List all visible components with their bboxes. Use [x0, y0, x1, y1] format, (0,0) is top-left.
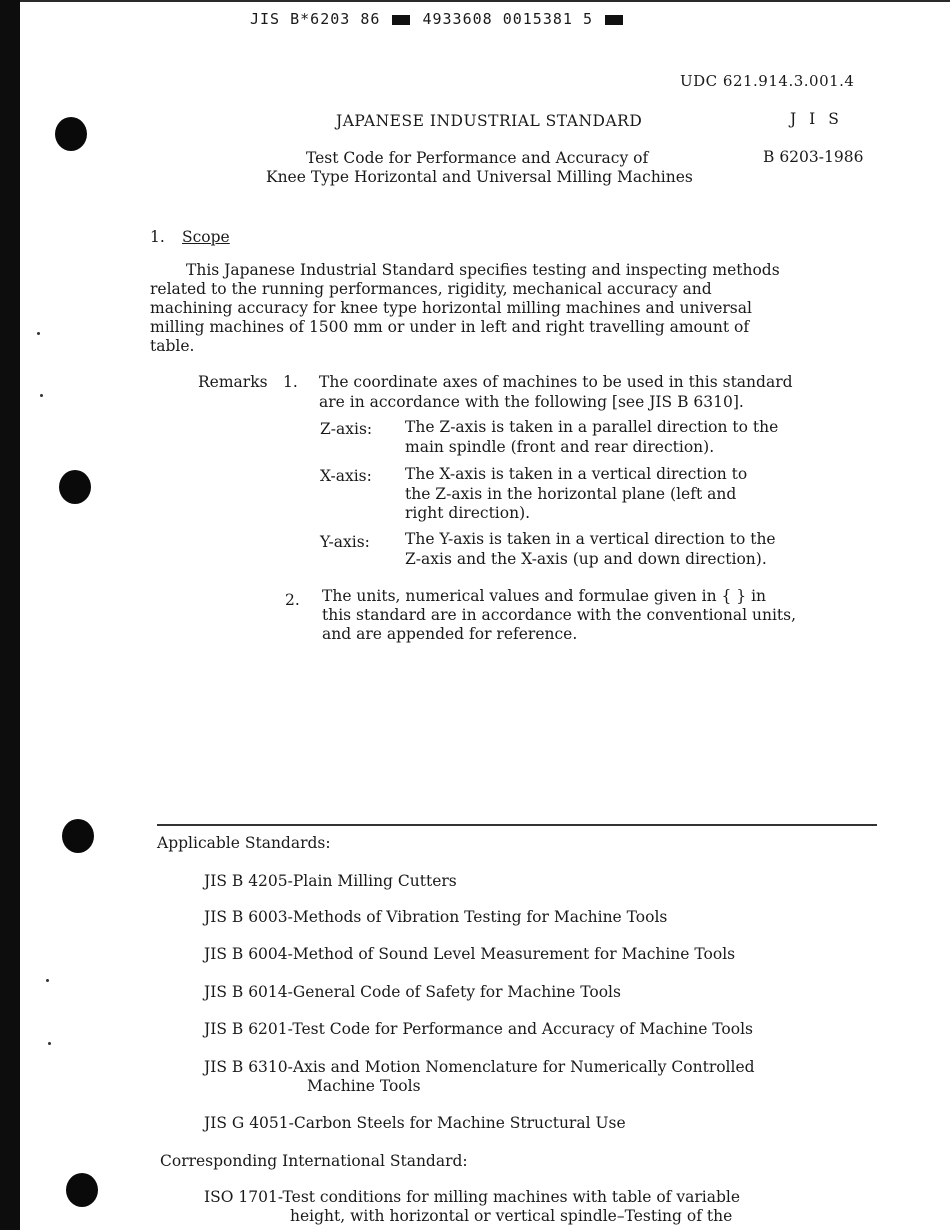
punch-hole [62, 819, 94, 853]
stamp-code: JIS B*6203 86 [250, 10, 381, 28]
remark-line: The coordinate axes of machines to be used in this standard [319, 373, 793, 391]
scan-speck [37, 332, 40, 335]
udc-code: UDC 621.914.3.001.4 [680, 72, 855, 90]
international-standard-heading: Corresponding International Standard: [160, 1152, 468, 1170]
standard-item [204, 945, 735, 964]
standard-line: ISO 1701-Test conditions for milling machines with table of variable [204, 1188, 741, 1206]
x-axis-label: X-axis: [320, 467, 372, 485]
scope-line: This Japanese Industrial Standard specifies testing and inspecting methods [186, 261, 780, 279]
standard-line: height, with horizontal or vertical spindle–Testing of the [290, 1207, 733, 1225]
standard-item [204, 872, 457, 891]
standard-line: JIS B 6201-Test Code for Performance and Accuracy of Machine Tools [204, 1020, 754, 1038]
scan-top-edge [20, 0, 950, 2]
remark-2-number: 2. [285, 591, 300, 609]
remark-1-number: 1. [283, 373, 298, 391]
scope-paragraph [150, 261, 868, 356]
punch-hole [55, 117, 87, 151]
standard-item [204, 983, 621, 1002]
scan-speck [40, 394, 43, 397]
standard-line: JIS B 6310-Axis and Motion Nomenclature for Numerically Controlled [204, 1058, 755, 1076]
standard-line: JIS G 4051-Carbon Steels for Machine Structural Use [204, 1114, 626, 1132]
standard-item [204, 908, 667, 927]
axis-line: main spindle (front and rear direction). [405, 437, 715, 456]
z-axis-label: Z-axis: [320, 420, 373, 438]
remark-line: are in accordance with the following [see JIS B 6310]. [319, 393, 744, 411]
scope-line: related to the running performances, rigidity, mechanical accuracy and [150, 280, 712, 298]
scan-speck [46, 979, 49, 982]
y-axis-text [405, 530, 776, 569]
standard-type: JAPANESE INDUSTRIAL STANDARD [336, 112, 643, 130]
axis-line: the Z-axis in the horizontal plane (left and [405, 484, 737, 503]
scope-line: machining accuracy for knee type horizontal milling machines and universal [150, 299, 752, 317]
axis-line: The X-axis is taken in a vertical direction to [405, 465, 748, 483]
remark-1-text [319, 372, 793, 412]
jis-mark: J I S [790, 110, 843, 128]
title-line-2: Knee Type Horizontal and Universal Milling Machines [266, 168, 693, 186]
axis-line: The Z-axis is taken in a parallel direction to the [405, 418, 779, 436]
axis-line: Z-axis and the X-axis (up and down direction). [405, 549, 767, 568]
remark-line: and are appended for reference. [322, 625, 578, 643]
stamp-block-icon [392, 15, 410, 25]
z-axis-text [405, 418, 778, 457]
remark-line: this standard are in accordance with the conventional units, [322, 606, 797, 624]
scan-speck [48, 1042, 51, 1045]
standard-number: B 6203-1986 [763, 148, 864, 166]
standard-line: Machine Tools [307, 1077, 421, 1095]
remarks-label: Remarks [198, 373, 268, 391]
punch-hole [66, 1173, 98, 1207]
standard-item [204, 1020, 753, 1039]
standard-line: JIS B 6014-General Code of Safety for Machine Tools [204, 983, 621, 1001]
x-axis-text [405, 465, 747, 524]
stamp-serial: 4933608 0015381 5 [422, 10, 593, 28]
remark-2-text [322, 587, 796, 644]
standard-line: JIS B 6003-Methods of Vibration Testing for Machine Tools [204, 908, 668, 926]
title-line-1: Test Code for Performance and Accuracy of [306, 149, 649, 167]
standard-item [204, 1114, 626, 1133]
scope-line: table. [150, 337, 195, 355]
scope-line: milling machines of 1500 mm or under in left and right travelling amount of [150, 318, 750, 336]
applicable-standards-heading: Applicable Standards: [157, 834, 331, 852]
section-number: 1. [150, 228, 165, 246]
remark-line: The units, numerical values and formulae given in { } in [322, 587, 767, 605]
axis-line: The Y-axis is taken in a vertical direction to the [405, 530, 776, 548]
international-standard-item [204, 1188, 740, 1226]
stamp-block-icon [605, 15, 623, 25]
standard-line: JIS B 6004-Method of Sound Level Measurement for Machine Tools [204, 945, 736, 963]
footnote-divider [157, 824, 877, 826]
header-stamp [250, 10, 625, 28]
standard-line: JIS B 4205-Plain Milling Cutters [204, 872, 457, 890]
section-heading: Scope [182, 228, 230, 246]
y-axis-label: Y-axis: [320, 533, 370, 551]
scan-left-margin [0, 0, 20, 1230]
axis-line: right direction). [405, 504, 531, 522]
punch-hole [59, 470, 91, 504]
standard-item [204, 1058, 755, 1096]
